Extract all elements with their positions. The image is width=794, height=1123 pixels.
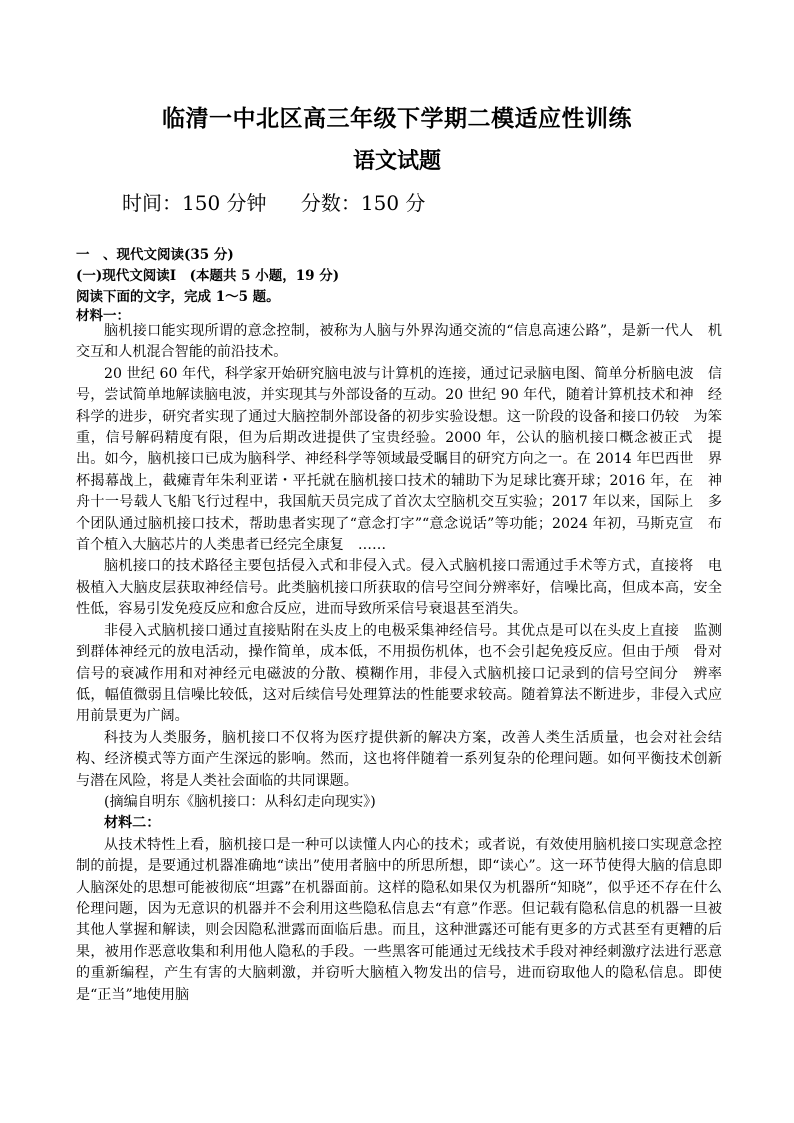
material1-paragraph-4: 非侵入式脑机接口通过直接贴附在头皮上的电极采集神经信号。其优点是可以在头皮上直接 监测到群体神经元的放电活动，操作简单，成本低，不用损伤机体，也不会引起免疫反应。但由于颅 骨对信号的衰减作用和对神经元电磁波的分散、模糊作用，非侵入式脑机接口记录到的信号空间分 辨率低，幅值微弱且信噪比较低，这对后续信号处理算法的性能要求较高。随着算法不断进步，非侵入式应用前景更为广阔。: [76, 622, 722, 725]
material2-label: 材料二：: [104, 815, 161, 832]
material1-paragraph-2: 20 世纪 60 年代，科学家开始研究脑电波与计算机的连接，通过记录脑电图、简单分析脑电波 信号，尝试简单地解读脑电波，并实现其与外部设备的互动。20 世纪 90 年代，随着计算机技术和神 经科学的进步，研究者实现了通过大脑控制外部设备的初步实验设想。这一阶段的设备和接口仍较 为笨重，信号解码精度有限，但为后期改进提供了宝贵经验。2000 年，公认的脑机接口概念被正式 提出。如今，脑机接口已成为脑科学、神经科学等领域最受瞩目的研究方向之一。在 2014 年巴西世 界杯揭幕战上，截瘫青年朱利亚诺・平托就在脑机接口技术的辅助下为足球比赛开球；2016 年，在 神舟十一号载人飞船飞行过程中，我国航天员完成了首次太空脑机交互实验；2017 年以来，国际上 多个团队通过脑机接口技术，帮助患者实现了“意念打字”“意念说话”等功能；2024 年初，马斯克宣 布首个植入大脑芯片的人类患者已经完全康复 ……: [76, 365, 722, 554]
exam-score: 分数：150 分: [300, 191, 426, 215]
exam-time: 时间：150 分钟: [122, 191, 267, 215]
exam-title: 临清一中北区高三年级下学期二模适应性训练: [162, 105, 632, 132]
section-heading: 一 、现代文阅读(35 分): [76, 247, 234, 263]
material1-source: (摘编自明东《脑机接口：从科幻走向现实》): [104, 793, 376, 810]
reading-instruction: 阅读下面的文字，完成 1～5 题。: [76, 289, 280, 305]
material2-paragraph-1: 从技术特性上看，脑机接口是一种可以读懂人内心的技术；或者说，有效使用脑机接口实现意念控制的前提，是要通过机器准确地“读出”使用者脑中的所思所想，即“读心”。这一环节使得大脑的信息即人脑深处的思想可能被彻底“坦露”在机器面前。这样的隐私如果仅为机器所“知晓”，似乎还不存在什么伦理问题，因为无意识的机器并不会利用这些隐私信息去“有意”作恶。但记载有隐私信息的机器一旦被其他人掌握和解读，则会因隐私泄露而面临后患。而且，这种泄露还可能有更多的方式甚至有更糟的后果，被用作恶意收集和利用他人隐私的手段。一些黑客可能通过无线技术手段对神经刺激疗法进行恶意的重新编程，产生有害的大脑刺激，并窃听大脑植入物发出的信号，进而窃取他人的隐私信息。即使是“正当”地使用脑: [76, 836, 722, 1003]
material1-paragraph-1: 脑机接口能实现所谓的意念控制，被称为人脑与外界沟通交流的“信息高速公路”，是新一代人 机交互和人机混合智能的前沿技术。: [76, 323, 722, 361]
material1-paragraph-5: 科技为人类服务，脑机接口不仅将为医疗提供新的解决方案，改善人类生活质量，也会对社会结构、经济模式等方面产生深远的影响。然而，这也将伴随着一系列复杂的伦理问题。如何平衡技术创新与潜在风险，将是人类社会面临的共同课题。: [76, 729, 722, 789]
material1-paragraph-3: 脑机接口的技术路径主要包括侵入式和非侵入式。侵入式脑机接口需通过手术等方式，直接将 电极植入大脑皮层获取神经信号。此类脑机接口所获取的信号空间分辨率好，信噪比高，但成本高，安全性低，容易引发免疫反应和愈合反应，进而导致所采信号衰退甚至消失。: [76, 558, 722, 618]
time-score-line: [122, 187, 453, 216]
material1-label: 材料一：: [76, 308, 130, 324]
exam-subtitle: 语文试题: [352, 148, 441, 174]
subsection-heading: (一)现代文阅读Ⅰ (本题共 5 小题，19 分): [76, 268, 340, 284]
passage-body: [76, 321, 722, 1006]
